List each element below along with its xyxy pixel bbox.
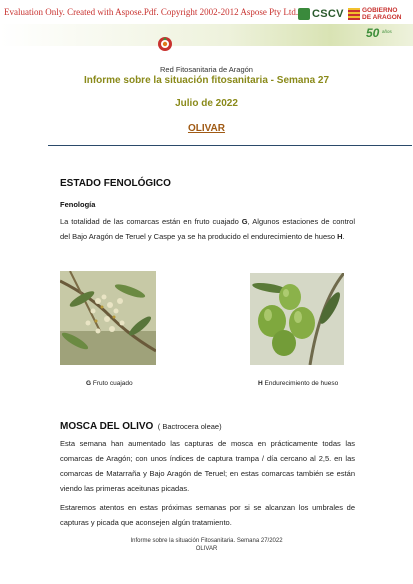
cscv-logo	[298, 7, 344, 21]
gobierno-logo-line2: DE ARAGON	[362, 14, 402, 21]
phenology-paragraph	[60, 214, 355, 244]
phenology-subheading: Fenología	[60, 200, 96, 209]
phenology-text-2: , Algunos estaciones de control del Bajo Aragón de Teruel y Caspe ya se ha producido el endurecimiento de hueso	[60, 217, 355, 241]
stage-h-code: H	[337, 232, 343, 241]
anniversary-logo	[366, 27, 408, 41]
caption-g-code: G	[86, 380, 92, 387]
fruit-set-photo	[60, 271, 156, 365]
cscv-logo-mark	[298, 8, 310, 20]
caption-h	[258, 380, 338, 387]
phenology-text-1: La totalidad de las comarcas están en fruto cuajado	[60, 217, 239, 226]
phenology-heading: ESTADO FENOLÓGICO	[60, 178, 171, 189]
gobierno-logo-line1: GOBIERNO	[362, 7, 398, 14]
section-divider	[48, 145, 412, 146]
anniversary-text: años	[382, 29, 392, 34]
mosca-heading: MOSCA DEL OLIVO	[60, 421, 154, 432]
red-fitosanitaria-icon	[157, 36, 173, 52]
crop-name: OLIVAR	[187, 123, 226, 134]
cscv-logo-text: CSCV	[312, 8, 344, 20]
report-title: Informe sobre la situación fitosanitaria - Semana 27	[83, 75, 330, 86]
header-band	[0, 24, 413, 46]
footer-line-2: OLIVAR	[195, 546, 218, 552]
aragon-flag-icon	[348, 8, 360, 20]
caption-g-text: Fruto cuajado	[91, 380, 133, 387]
phenology-text-3: .	[342, 232, 345, 241]
caption-h-code: H	[258, 380, 263, 387]
stage-g-code: G	[241, 217, 248, 226]
anniversary-number: 50	[366, 26, 380, 40]
gobierno-aragon-logo	[348, 7, 406, 23]
mosca-paragraph-2: Estaremos atentos en estas próximas semanas por si se alcanzan los umbrales de capturas y picada que aconsejen algún tratamiento.	[60, 503, 355, 527]
mosca-paragraph-1: Esta semana han aumentado las capturas de mosca en prácticamente todas las comarcas de Aragón; con unos índices de captura trampa / día cercano al 2,5. en las comarcas de Matarraña y Bajo Aragón de Teruel; en estas comarcas también se están viendo las primeras aceitunas picadas.	[60, 439, 355, 493]
mosca-heading-line	[60, 416, 222, 434]
caption-h-text: Endurecimiento de hueso	[262, 380, 339, 387]
report-date: Julio de 2022	[175, 98, 238, 109]
page-footer	[0, 537, 413, 553]
pit-hardening-photo	[250, 273, 344, 365]
network-name: Red Fitosanitaria de Aragón	[160, 65, 253, 74]
caption-g	[86, 380, 133, 387]
footer-line-1: Informe sobre la situación Fitosanitaria. Semana 27/2022	[130, 538, 283, 544]
mosca-species: ( Bactrocera oleae)	[157, 422, 222, 431]
evaluation-watermark: Evaluation Only. Created with Aspose.Pdf. Copyright 2002-2012 Aspose Pty Ltd.	[4, 7, 299, 17]
